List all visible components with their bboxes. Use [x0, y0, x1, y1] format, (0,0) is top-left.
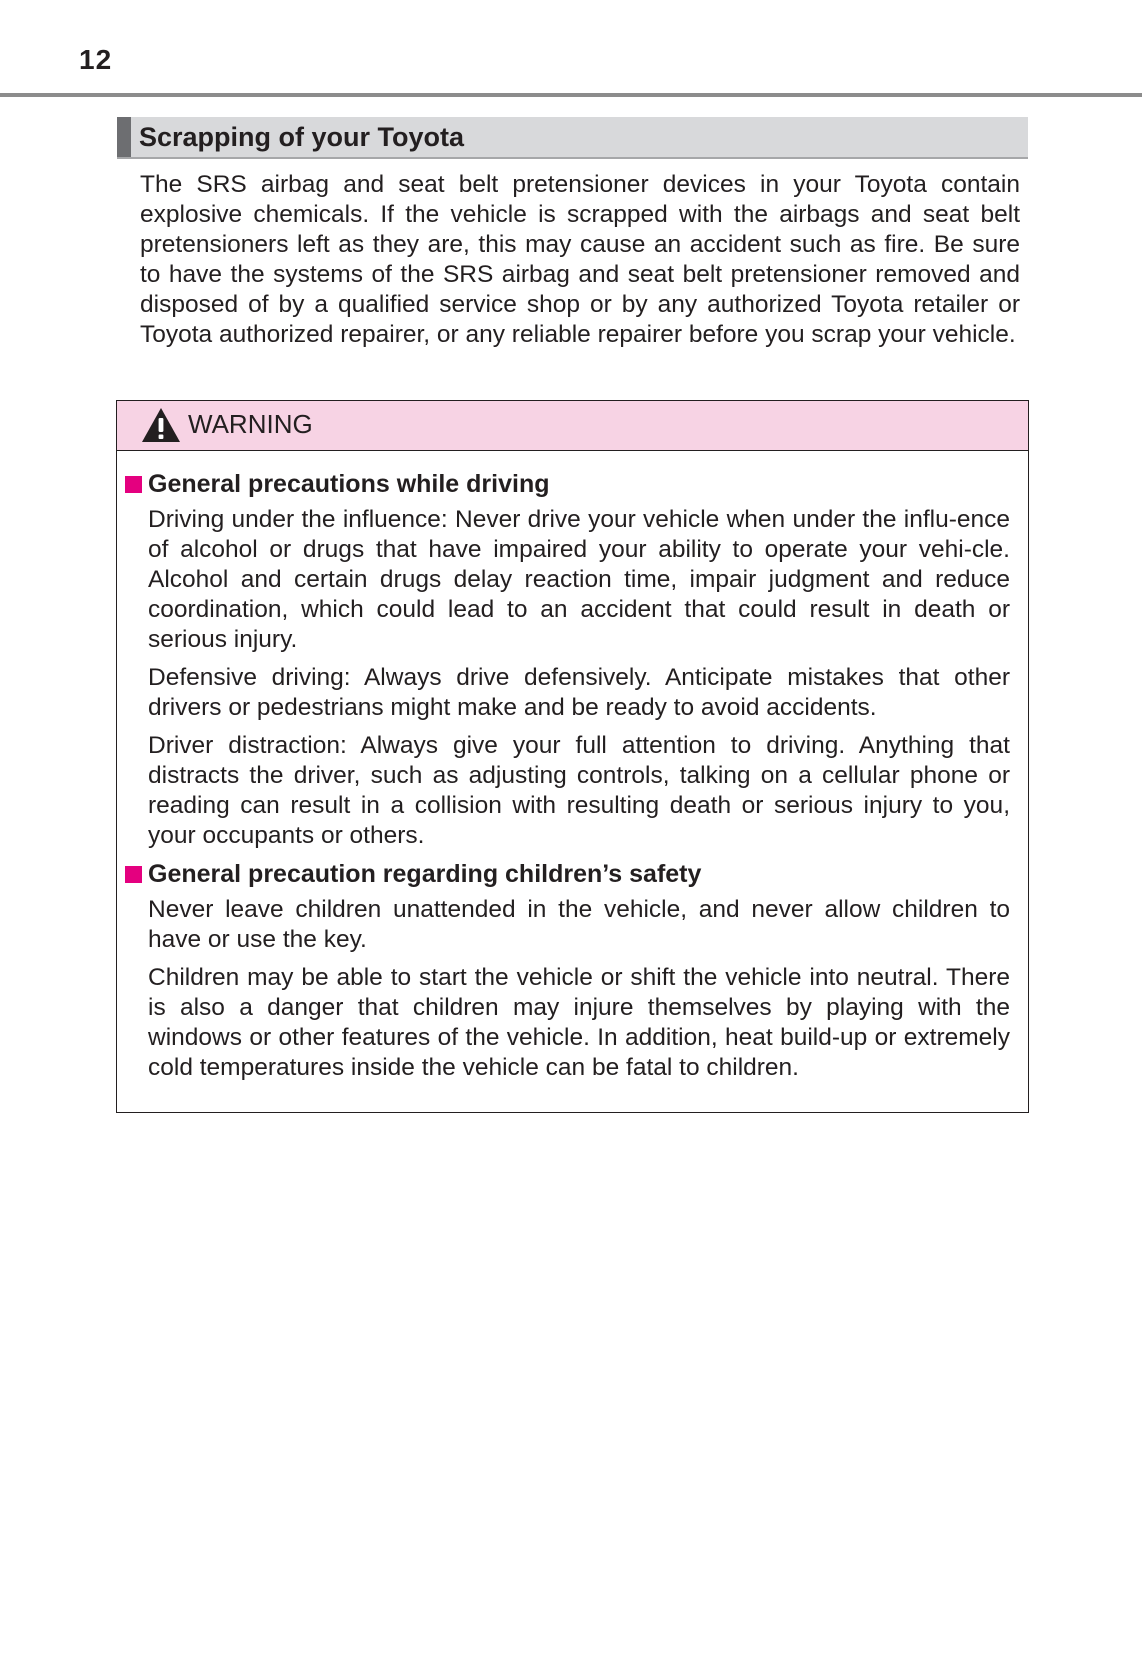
square-bullet-icon — [125, 476, 142, 493]
warning-triangle-icon — [141, 407, 181, 443]
subsection-heading-text: General precautions while driving — [148, 470, 550, 498]
warning-header — [117, 401, 1028, 451]
subsection-heading — [125, 469, 1015, 499]
section-title: Scrapping of your Toyota — [139, 122, 465, 152]
paragraph-driving-under-influence: Driving under the influence: Never drive your vehicle when under the influ-ence of alcohol or drugs that have impaired your ability to operate your vehi-cle. Alcohol and certain drugs delay reaction time, impair judgment and reduce coordination, which could lead to an accident that could result in death or serious injury. — [148, 506, 1010, 653]
warning-label: WARNING — [188, 409, 313, 439]
section-header — [117, 117, 1028, 159]
paragraph-driver-distraction: Driver distraction: Always give your full attention to driving. Anything that distracts the driver, such as adjusting controls, talking on a cellular phone or reading can result in a collision with resulting death or serious injury to you, your occupants or others. — [148, 732, 1010, 849]
warning-body — [125, 469, 1015, 1091]
section-intro-paragraph: The SRS airbag and seat belt pretensioner devices in your Toyota contain explosive chemicals. If the vehicle is scrapped with the airbags and seat belt pretensioners left as they are, this may cause an accident such as fire. Be sure to have the systems of the SRS airbag and seat belt pretensioner removed and disposed of by a qualified service shop or by any authorized Toyota retailer or Toyota authorized repairer, or any reliable repairer before you scrap your vehicle. — [140, 171, 1020, 348]
page-number: 12 — [79, 44, 113, 75]
section-header-accent-bar — [117, 117, 131, 157]
warning-subsection-children — [125, 859, 1015, 1083]
warning-subsection-driving — [125, 469, 1015, 851]
paragraph-children-unattended: Never leave children unattended in the vehicle, and never allow children to have or use the key. — [148, 896, 1010, 953]
paragraph-defensive-driving: Defensive driving: Always drive defensively. Anticipate mistakes that other drivers or pedestrians might make and be ready to avoid accidents. — [148, 664, 1010, 721]
paragraph-children-dangers: Children may be able to start the vehicle or shift the vehicle into neutral. There is also a danger that children may injure themselves by playing with the windows or other features of the vehicle. In addition, heat build-up or extremely cold temperatures inside the vehicle can be fatal to children. — [148, 964, 1010, 1081]
warning-box — [116, 400, 1029, 1113]
header-divider — [0, 93, 1142, 97]
square-bullet-icon — [125, 866, 142, 883]
subsection-heading — [125, 859, 1015, 889]
subsection-heading-text: General precaution regarding children’s safety — [148, 860, 702, 888]
